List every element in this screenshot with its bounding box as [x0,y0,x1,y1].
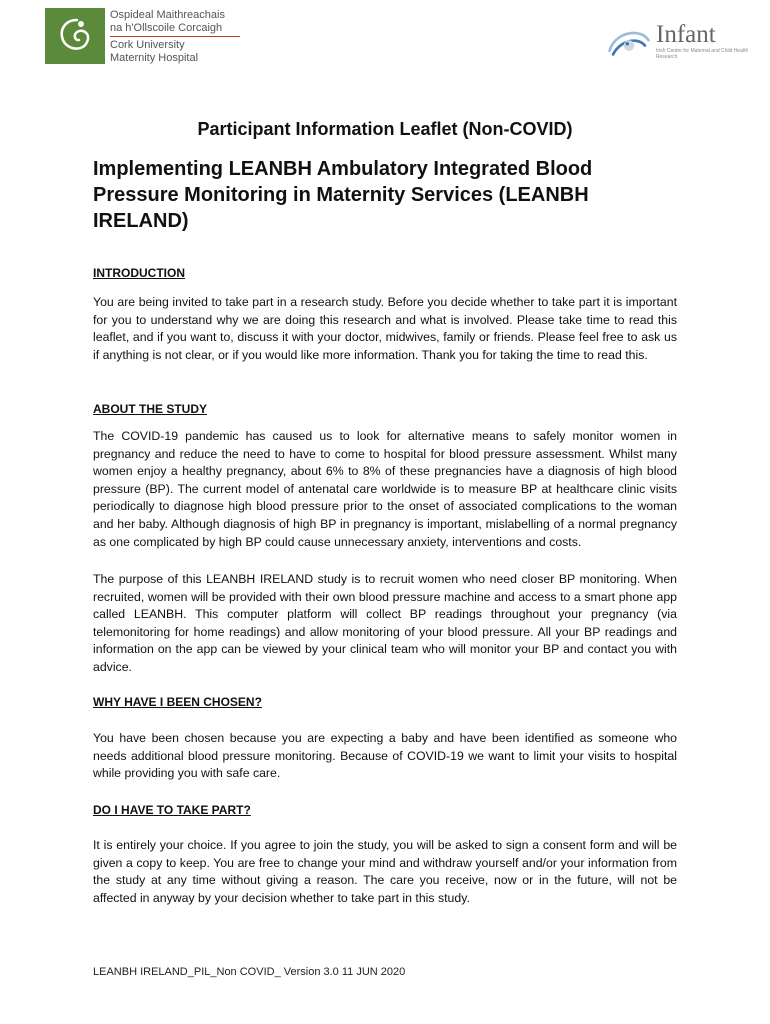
hospital-logo-line: Cork University [110,39,185,51]
infant-logo-icon [606,22,652,62]
about-study-paragraph-2: The purpose of this LEANBH IRELAND study is to recruit women who need closer BP monitoring. When recruited, women will be provided with their own blood pressure machine and access to a smart phone app called LEANBH. This computer platform will collect BP readings throughout your pregnancy (via telemonitoring for home readings) and allow monitoring of your blood pressure. All your BP readings and information on the app can be viewed by your clinical team who will monitor your BP and contact you with advice. [93,572,677,674]
why-chosen-paragraph: You have been chosen because you are expecting a baby and have been identified as someone who needs additional blood pressure monitoring. Because of COVID-19 we want to limit your visits to hospital while providing you with safe care. [93,731,677,781]
section-heading-why-chosen: WHY HAVE I BEEN CHOSEN? [93,695,262,709]
infant-logo-subtitle: Irish Centre for Maternal and Child Health Research [656,48,749,60]
leaflet-title: Participant Information Leaflet (Non-COVID) [197,119,573,139]
about-study-paragraph-1: The COVID-19 pandemic has caused us to look for alternative means to safely monitor women in pregnancy and reduce the need to have to come to hospital for blood pressure assessment. Whilst many women enjoy a healthy pregnancy, about 6% to 8% of these pregnancies have a diagnosis of high blood pressure (BP). The current model of antenatal care worldwide is to measure BP at healthcare clinic visits periodically to diagnose high blood pressure prior to the onset of associated complications to the woman and her baby. Although diagnosis of high BP in pregnancy is important, mislabelling of a normal pregnancy as one complicated by high BP could cause unnecessary anxiety, interventions and costs. [93,429,677,549]
infant-logo-name: Infant [656,21,716,48]
section-heading-about-the-study: ABOUT THE STUDY [93,402,207,416]
cork-university-maternity-hospital-logo [45,8,245,66]
hospital-logo-line: Ospideal Maithreachais [110,9,225,21]
section-heading-take-part: DO I HAVE TO TAKE PART? [93,803,251,817]
introduction-paragraph: You are being invited to take part in a research study. Before you decide whether to take part it is important for you to understand why we are doing this research and what is involved. Please take time to read this leaflet, and if you want to, discuss it with your doctor, midwives, family or friends. Please feel free to ask us if anything is not clear, or if you would like more information. Thank you for taking the time to read this. [93,295,677,362]
study-title: Implementing LEANBH Ambulatory Integrated Blood Pressure Monitoring in Maternity Services (LEANBH IRELAND) [93,158,593,232]
infant-logo [606,22,751,66]
hospital-logo-text [110,8,240,66]
section-heading-introduction: INTRODUCTION [93,266,185,280]
document-footer-version: LEANBH IRELAND_PIL_Non COVID_ Version 3.0 11 JUN 2020 [93,966,406,978]
take-part-paragraph: It is entirely your choice. If you agree to join the study, you will be asked to sign a consent form and will be given a copy to keep. You are free to change your mind and withdraw yourself and/or your information from the study at any time without giving a reason. The care you receive, now or in the future, will not be affected in anyway by your decision whether to take part in this study. [93,838,677,905]
hospital-logo-icon [45,8,105,64]
logo-divider [110,36,240,37]
hospital-logo-line: na h'Ollscoile Corcaigh [110,21,223,34]
hospital-logo-line: Maternity Hospital [110,51,199,64]
